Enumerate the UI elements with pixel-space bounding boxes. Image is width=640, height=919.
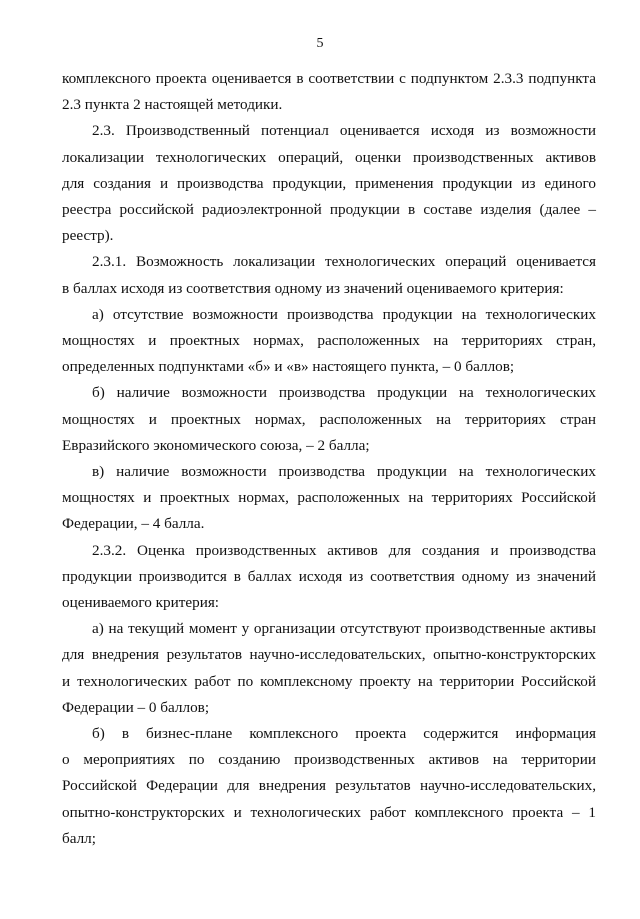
text-line: для внедрения результатов научно-исследовательских, опытно-конструкторских [62,646,596,664]
text-line: 2.3.2. Оценка производственных активов для создания и производства [92,541,596,559]
text-line: а) отсутствие возможности производства продукции на технологических [92,305,596,323]
text-line: мощностях и проектных нормах, расположенных на территориях стран, [62,332,596,350]
text-line: Федерации, – 4 балла. [62,515,205,533]
text-line: опытно-конструкторских и технологических работ комплексного проекта – 1 [62,803,596,821]
text-line: балл; [62,829,96,847]
text-line: оцениваемого критерия: [62,594,220,612]
text-line: в баллах исходя из соответствия одному из значений оцениваемого критерия: [62,279,564,297]
text-line: о мероприятиях по созданию производственных активов на территории [62,751,596,769]
page-number: 5 [316,36,324,51]
text-line: и технологических работ по комплексному проекту на территории Российской [62,672,596,690]
text-line: комплексного проекта оценивается в соответствии с подпунктом 2.3.3 подпункта [62,70,596,87]
document-body [62,66,596,852]
text-line: для создания и производства продукции, применения продукции из единого [62,174,596,192]
text-line: 2.3. Производственный потенциал оценивается исходя из возможности [92,122,596,140]
text-line: Федерации – 0 баллов; [62,698,210,716]
text-line: 2.3 пункта 2 настоящей методики. [62,96,283,114]
text-line: продукции производится в баллах исходя из соответствия одному из значений [62,567,596,585]
text-line: реестра российской радиоэлектронной продукции в составе изделия (далее – [62,201,596,219]
text-line: мощностях и проектных нормах, расположенных на территориях стран [62,410,596,428]
text-line: определенных подпунктами «б» и «в» настоящего пункта, – 0 баллов; [62,358,515,376]
text-line: в) наличие возможности производства продукции на технологических [92,463,596,481]
text-line: б) в бизнес-плане комплексного проекта содержится информация [92,725,596,743]
text-line: а) на текущий момент у организации отсутствуют производственные активы [92,620,596,638]
text-line: Российской Федерации для внедрения результатов научно-исследовательских, [62,777,596,795]
text-line: локализации технологических операций, оценки производственных активов [62,148,596,166]
text-line: мощностях и проектных нормах, расположенных на территориях Российской [62,489,596,507]
text-line: б) наличие возможности производства продукции на технологических [92,384,596,402]
text-line: 2.3.1. Возможность локализации технологических операций оценивается [92,253,596,271]
text-line: реестр). [62,227,114,245]
text-line: Евразийского экономического союза, – 2 балла; [62,436,370,454]
